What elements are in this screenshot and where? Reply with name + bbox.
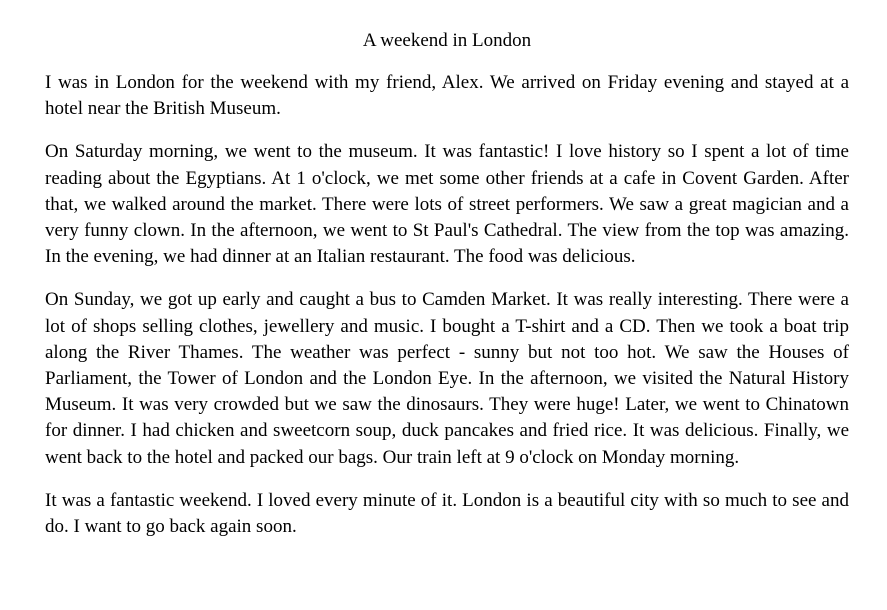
document-page [45,28,849,540]
document-title: A weekend in London [362,30,532,51]
paragraph-saturday: On Saturday morning, we went to the museum. It was fantastic! I love history so I spent a lot of time reading about the Egyptians. At 1 o'clock, we met some other friends at a cafe in Covent Garden. After that, we walked around the market. There were lots of street performers. We saw a great magician and a very funny clown. In the afternoon, we went to St Paul's Cathedral. The view from the top was amazing. In the evening, we had dinner at an Italian restaurant. The food was delicious. [45,141,849,268]
paragraph-arrival: I was in London for the weekend with my friend, Alex. We arrived on Friday evening and stayed at a hotel near the British Museum. [45,72,849,120]
paragraph-sunday: On Sunday, we got up early and caught a bus to Camden Market. It was really interesting. There were a lot of shops selling clothes, jewellery and music. I bought a T-shirt and a CD. Then we took a boat trip along the River Thames. The weather was perfect - sunny but not too hot. We saw the Houses of Parliament, the Tower of London and the London Eye. In the afternoon, we visited the Natural History Museum. It was very crowded but we saw the dinosaurs. They were huge! Later, we went to Chinatown for dinner. I had chicken and sweetcorn soup, duck pancakes and fried rice. It was delicious. Finally, we went back to the hotel and packed our bags. Our train left at 9 o'clock on Monday morning. [45,289,849,468]
paragraph-conclusion: It was a fantastic weekend. I loved every minute of it. London is a beautiful city with so much to see and do. I want to go back again soon. [45,489,849,538]
